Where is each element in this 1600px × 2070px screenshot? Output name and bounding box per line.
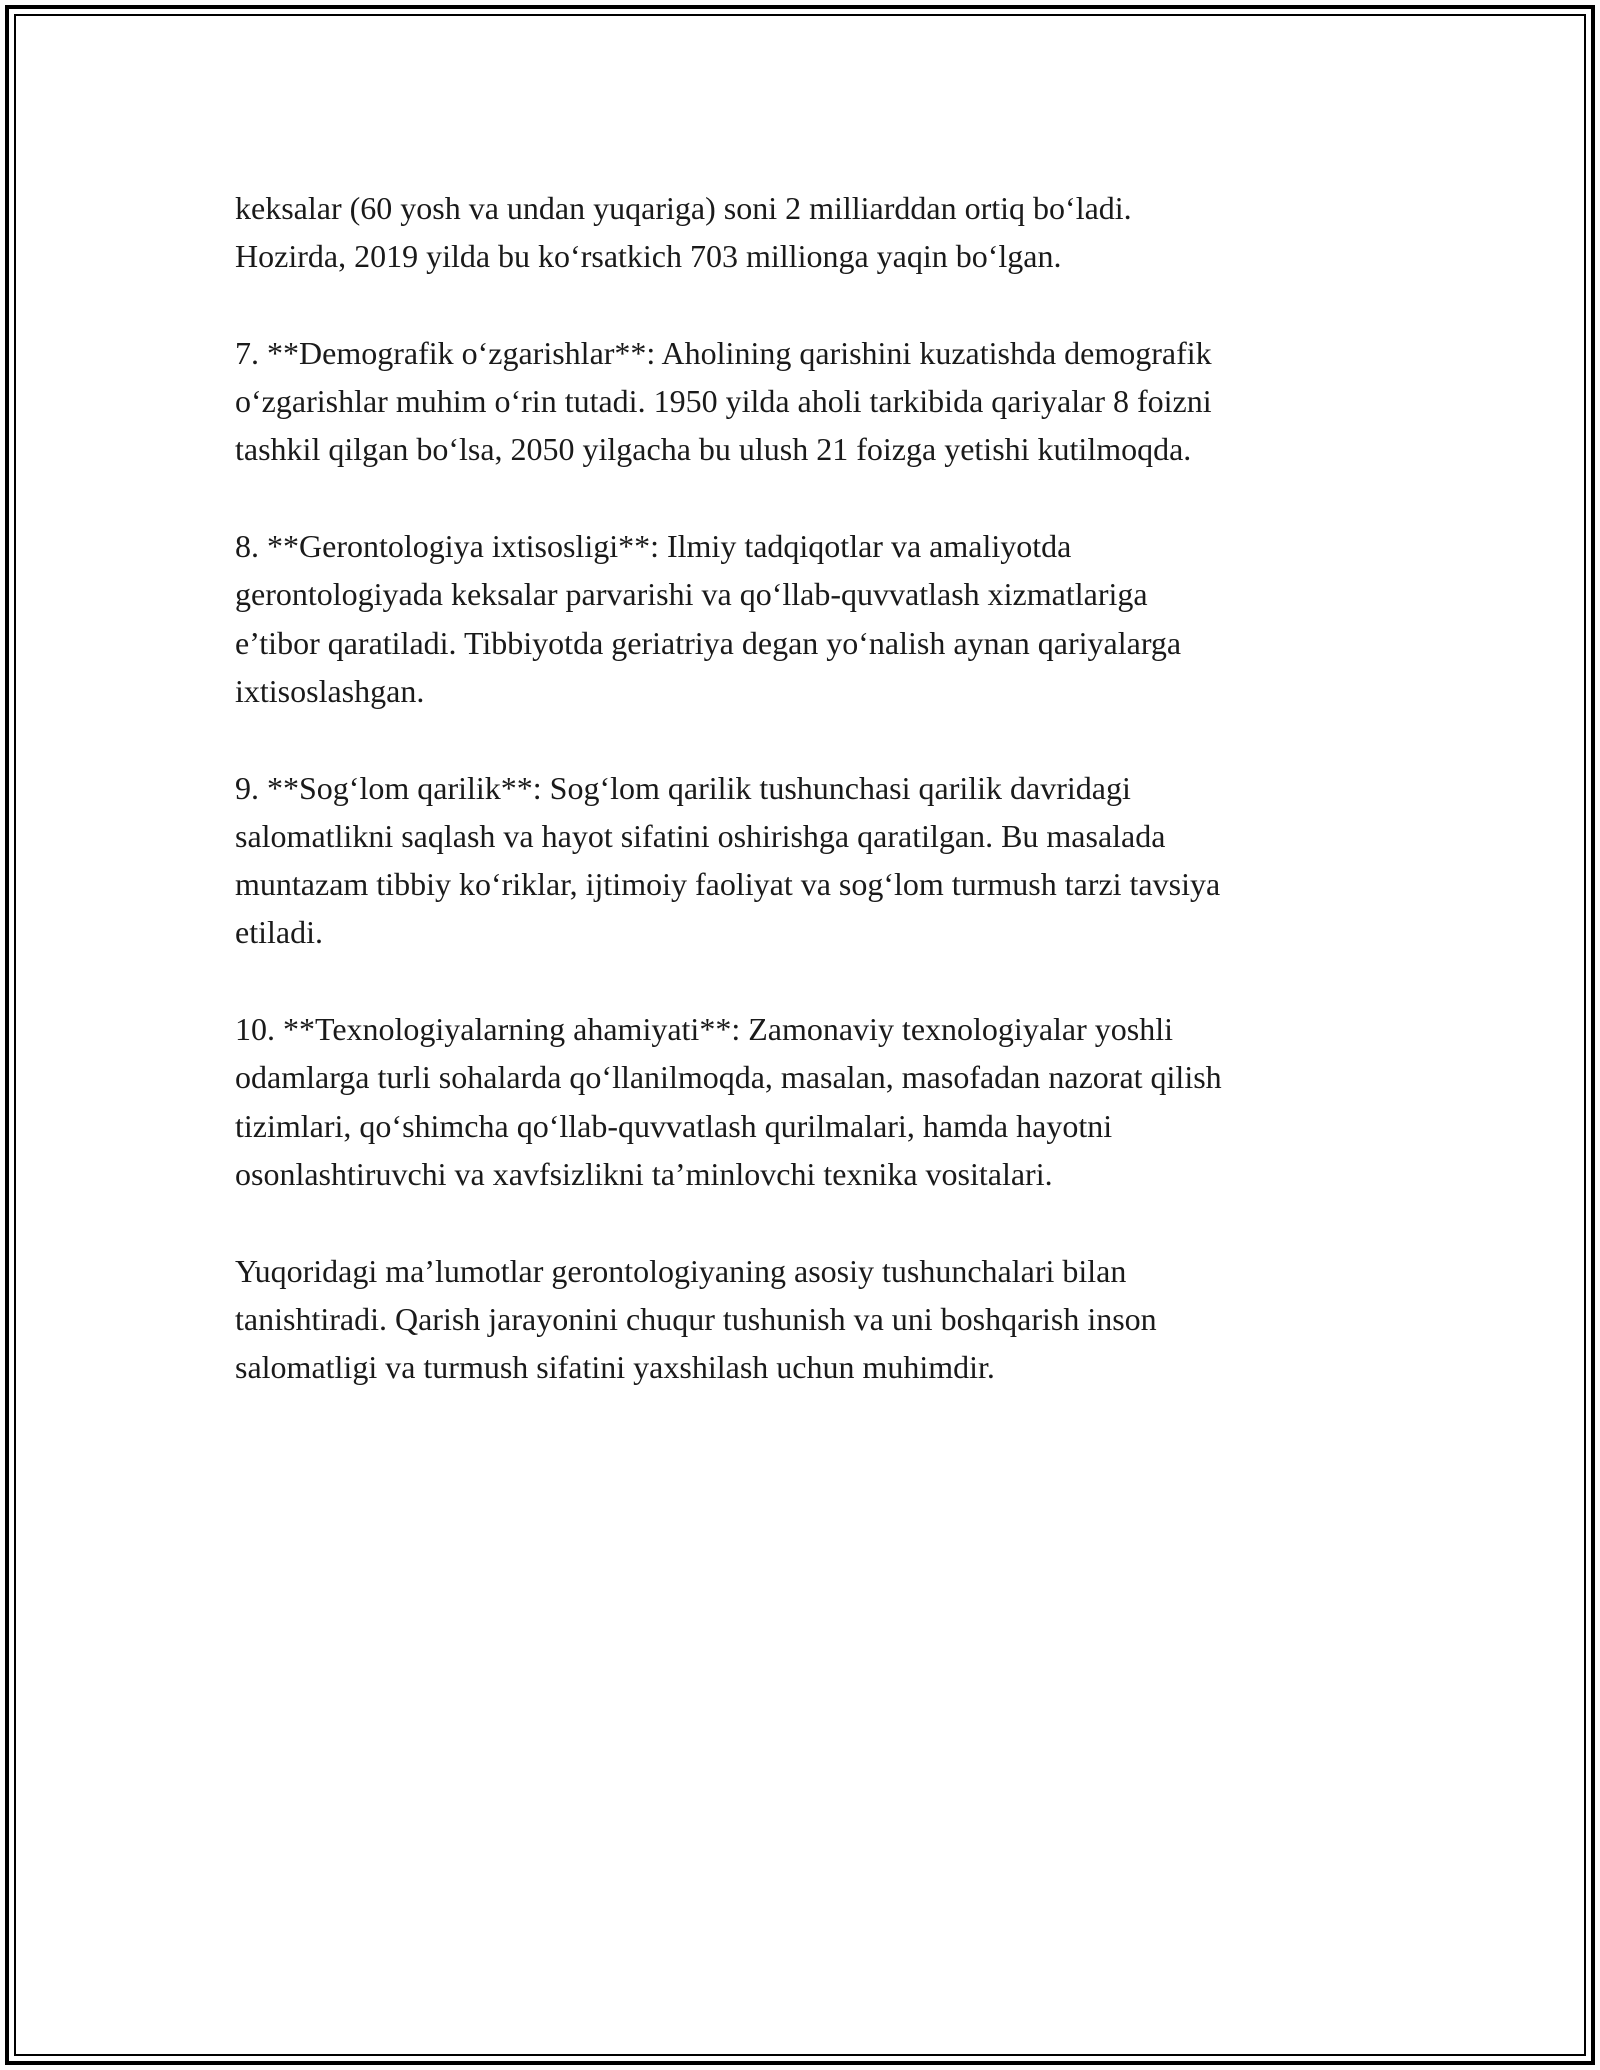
paragraph-intro-continuation: keksalar (60 yosh va undan yuqariga) soni 2 milliarddan ortiq bo‘ladi. Hozirda, 2019 yilda bu ko‘rsatkich 703 millionga yaqin bo‘lgan. <box>235 190 1132 275</box>
paragraph-demographic-changes: 7. **Demografik o‘zgarishlar**: Aholining qarishini kuzatishda demografik o‘zgarishlar muhim o‘rin tutadi. 1950 yilda aholi tarkibida qariyalar 8 foizni tashkil qilgan bo‘lsa, 2050 yilgacha bu ulush 21 foizga yetishi kutilmoqda. <box>235 334 1212 468</box>
paragraph-conclusion: Yuqoridagi ma’lumotlar gerontologiyaning asosiy tushunchalari bilan tanishtiradi. Qarish jarayonini chuqur tushunish va uni boshqarish inson salomatligi va turmush sifatini yaxshilash uchun muhimdir. <box>235 1252 1157 1386</box>
paragraph-healthy-aging: 9. **Sog‘lom qarilik**: Sog‘lom qarilik tushunchasi qarilik davridagi salomatlikni saqlash va hayot sifatini oshirishga qaratilgan. Bu masalada muntazam tibbiy ko‘riklar, ijtimoiy faoliyat va sog‘lom turmush tarzi tavsiya etiladi. <box>235 769 1221 951</box>
paragraph-gerontology-specialty: 8. **Gerontologiya ixtisosligi**: Ilmiy tadqiqotlar va amaliyotda gerontologiyada keksalar parvarishi va qo‘llab-quvvatlash xizmatlariga e’tibor qaratiladi. Tibbiyotda geriatriya degan yo‘nalish aynan qariyalarga ixtisoslashgan. <box>235 528 1182 709</box>
paragraph-technology-importance: 10. **Texnologiyalarning ahamiyati**: Zamonaviy texnologiyalar yoshli odamlarga turli sohalarda qo‘llanilmoqda, masalan, masofadan nazorat qilish tizimlari, qo‘shimcha qo‘llab-quvvatlash qurilmalari, hamda hayotni osonlashtiruvchi va xavfsizlikni ta’minlovchi texnika vositalari. <box>235 1011 1222 1192</box>
document-body <box>235 184 1385 1440</box>
